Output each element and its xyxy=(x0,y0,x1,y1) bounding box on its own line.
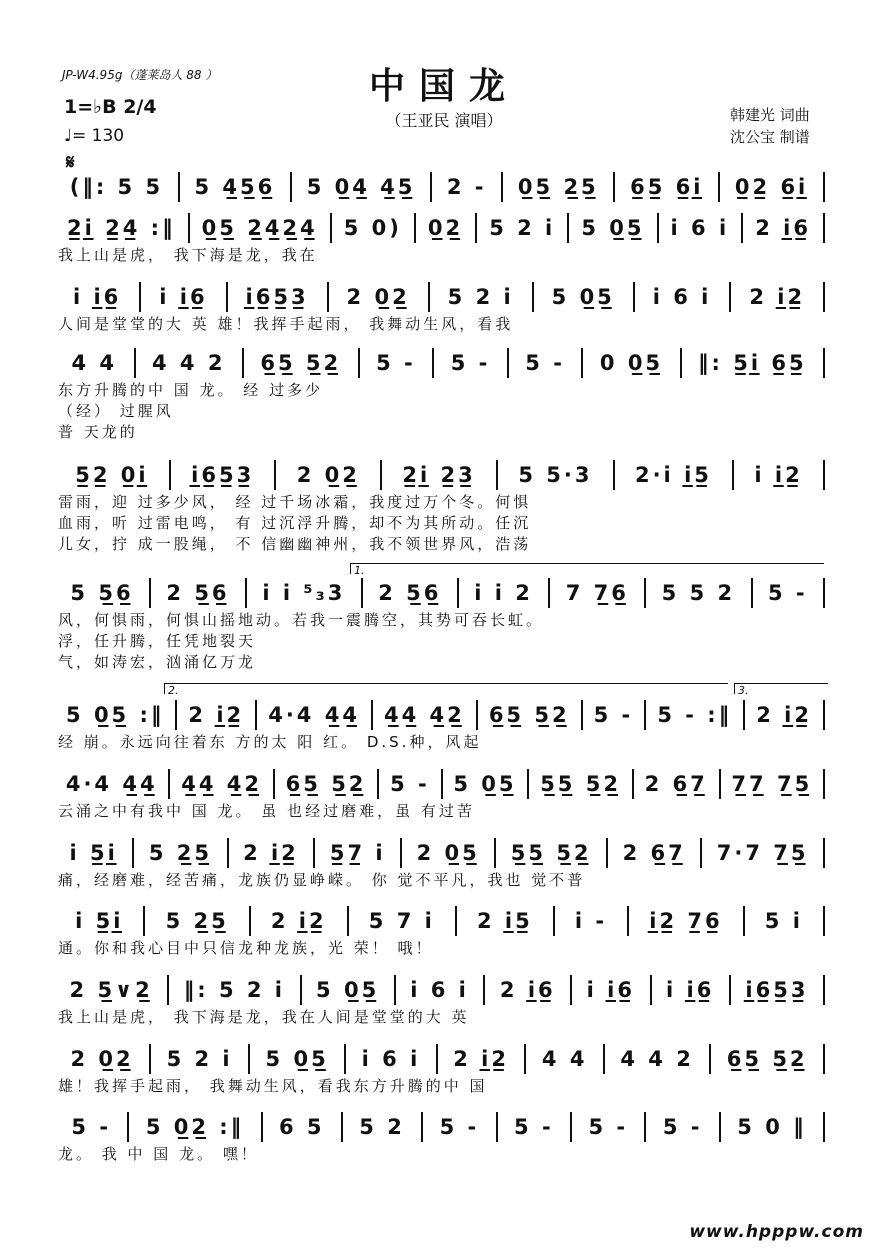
measure: 7·7 7̲5̲ xyxy=(716,841,809,865)
score-system xyxy=(58,906,828,936)
measure: 2 i̲2̲ xyxy=(188,703,245,727)
measure: 5 2̲5̲ xyxy=(148,841,213,865)
measure: 5 0̲4̲ 4̲5̲ xyxy=(306,175,416,199)
measure: 2 5̲6̲ xyxy=(378,581,442,605)
measure: 2̲i̲ 2̲4̲ :‖ xyxy=(67,216,176,240)
measure: 4̲4̲ 4̲2̲ xyxy=(384,703,465,727)
bar-line xyxy=(570,1112,572,1142)
bar-line xyxy=(226,282,228,312)
measure: ‖: 5 2 i xyxy=(183,978,286,1002)
source-code: JP-W4.95g（蓬莱岛人 88 ） xyxy=(62,68,218,82)
notes-line xyxy=(58,282,828,312)
measure: 2 i̲2̲ xyxy=(453,1047,509,1071)
bar-line xyxy=(149,578,151,608)
measure: 4·4 4̲4̲ xyxy=(268,703,360,727)
measure: 5 0̲5̲ xyxy=(316,978,380,1002)
bar-line xyxy=(719,769,721,799)
measure: 5 i xyxy=(764,909,803,933)
measure: i̲6̲5̲3̲ xyxy=(745,978,809,1002)
song-title: 中国龙 xyxy=(368,66,519,107)
tempo-mark: ♩= 130 xyxy=(64,126,125,146)
measure: 2 i̲2̲ xyxy=(756,703,812,727)
measure: 5 5·3 xyxy=(518,463,593,487)
score-system xyxy=(58,975,828,1005)
measure: i̲2̲ 7̲6̲ xyxy=(649,909,723,933)
measure: 4 4 xyxy=(541,1047,588,1071)
measure: 5 - xyxy=(376,351,416,375)
lyric-line: 浮，任升腾，任凭地裂天 xyxy=(58,632,257,650)
measure: 2 5̲6̲ xyxy=(166,581,230,605)
bar-line xyxy=(255,700,257,730)
lyric-line: 风，何惧雨，何惧山摇地动。若我一震腾空，其势可吞长虹。 xyxy=(58,611,545,629)
measure: i i̲6̲ xyxy=(586,978,635,1002)
bar-line xyxy=(553,906,555,936)
measure: 2 0̲2̲ xyxy=(70,1047,134,1071)
lyric-line: 经 崩。永远向往着东 方的太 阳 红。 D.S.种，风起 xyxy=(58,733,482,751)
measure: i i̲6̲ xyxy=(72,285,122,309)
measure: 5 0 ‖ xyxy=(737,1115,807,1139)
measure: 5 - xyxy=(439,1115,480,1139)
bar-line xyxy=(823,282,825,312)
measure: i 5̲i̲ xyxy=(75,909,124,933)
bar-line xyxy=(430,172,432,202)
bar-line xyxy=(823,213,825,243)
bar-line xyxy=(751,578,753,608)
measure: 5̲5̲ 5̲2̲ xyxy=(510,841,592,865)
measure: 2 6̲7̲ xyxy=(644,772,708,796)
measure: i 6 i xyxy=(410,978,469,1002)
lyric-line: 通。你和我心目中只信龙种龙族，光 荣！ 哦！ xyxy=(58,939,434,957)
volta-bracket-2: 2. xyxy=(164,683,728,694)
bar-line xyxy=(501,172,503,202)
bar-line xyxy=(650,975,652,1005)
notes-line xyxy=(58,172,828,202)
lyric-line: 东方升腾的中 国 龙。 经 过多少 xyxy=(58,381,324,399)
bar-line xyxy=(496,460,498,490)
measure: 5 0̲5̲ xyxy=(453,772,517,796)
measure: i - xyxy=(574,909,608,933)
notes-line xyxy=(58,1112,828,1142)
bar-line xyxy=(414,213,416,243)
score-system xyxy=(58,348,828,378)
lyric-line: （经） 过腥风 xyxy=(58,402,174,420)
measure: 2 i̲2̲ xyxy=(749,285,806,309)
measure: 5 2 xyxy=(359,1115,405,1139)
measure: 5 2 i xyxy=(166,1047,233,1071)
lyric-line: 我上山是虎， 我下海是龙，我在 xyxy=(58,246,318,264)
measure: 5 0̲5̲ xyxy=(551,285,615,309)
transcriber: 沈公宝 制谱 xyxy=(730,128,810,146)
bar-line xyxy=(548,578,550,608)
volta-bracket-1: 1. xyxy=(350,563,824,574)
measure: 2 6̲7̲ xyxy=(622,841,686,865)
bar-line xyxy=(169,460,171,490)
measure: 2 0̲2̲ xyxy=(296,463,360,487)
bar-line xyxy=(139,282,141,312)
bar-line xyxy=(175,700,177,730)
measure: (‖: 5 5 xyxy=(69,175,164,199)
measure: 5 - xyxy=(450,351,491,375)
bar-line xyxy=(380,460,382,490)
notes-line xyxy=(58,838,828,868)
measure: 6̲5̲ 6̲i̲ xyxy=(630,175,704,199)
measure: i 5̲i̲ xyxy=(69,841,118,865)
bar-line xyxy=(567,213,569,243)
measure: 2 0̲2̲ xyxy=(346,285,410,309)
volta-bracket-3: 3. xyxy=(734,683,828,694)
site-watermark: www.hpppw.com xyxy=(689,1222,864,1242)
bar-line xyxy=(680,348,682,378)
bar-line xyxy=(823,906,825,936)
bar-line xyxy=(581,700,583,730)
measure: 2 i̲6̲ xyxy=(499,978,556,1002)
lyric-line: 痛，经磨难，经苦痛，龙族仍显峥嵘。 你 觉不平凡，我也 觉不普 xyxy=(58,871,586,889)
score-system xyxy=(58,700,828,730)
measure: 7̲7̲ 7̲5̲ xyxy=(731,772,813,796)
bar-line xyxy=(188,213,190,243)
bar-line xyxy=(361,578,363,608)
lyric-line: 儿女，拧 成一股绳， 不 信幽幽神州，我不领世界风，浩荡 xyxy=(58,535,532,553)
bar-line xyxy=(330,213,332,243)
bar-line xyxy=(603,1044,605,1074)
singer-credit: （王亚民 演唱） xyxy=(385,111,503,130)
segno-sign: 𝄋 xyxy=(66,150,75,174)
bar-line xyxy=(457,578,459,608)
lyric-line: 雄！我挥手起雨， 我舞动生风，看我东方升腾的中 国 xyxy=(58,1077,488,1095)
bar-line xyxy=(347,906,349,936)
bar-line xyxy=(143,906,145,936)
bar-line xyxy=(248,1044,250,1074)
notes-line xyxy=(58,1044,828,1074)
measure: 5 - xyxy=(71,1115,112,1139)
measure: 2 5̲∨2̲ xyxy=(69,978,153,1002)
notes-line xyxy=(58,975,828,1005)
bar-line xyxy=(475,213,477,243)
measure: 5 - xyxy=(390,772,430,796)
bar-line xyxy=(823,1044,825,1074)
bar-line xyxy=(432,348,434,378)
bar-line xyxy=(394,975,396,1005)
bar-line xyxy=(496,1112,498,1142)
bar-line xyxy=(823,700,825,730)
score-system xyxy=(58,282,828,312)
measure: i̲6̲5̲3̲ xyxy=(245,285,309,309)
lyric-line: 普 天龙的 xyxy=(58,423,138,441)
notes-line xyxy=(58,700,828,730)
bar-line xyxy=(242,348,244,378)
bar-line xyxy=(300,975,302,1005)
bar-line xyxy=(527,769,529,799)
lyric-line: 龙。 我 中 国 龙。 嘿！ xyxy=(58,1145,259,1163)
score-system xyxy=(58,172,828,202)
measure: 4 4 2 xyxy=(620,1047,694,1071)
bar-line xyxy=(633,282,635,312)
lyric-line: 我上山是虎， 我下海是龙，我在人间是堂堂的大 英 xyxy=(58,1008,470,1026)
notes-line xyxy=(58,578,828,608)
bar-line xyxy=(483,975,485,1005)
bar-line xyxy=(274,460,276,490)
bar-line xyxy=(823,838,825,868)
bar-line xyxy=(455,906,457,936)
bar-line xyxy=(249,906,251,936)
lyricist-composer: 韩建光 词曲 xyxy=(730,106,810,124)
bar-line xyxy=(436,1044,438,1074)
notes-line xyxy=(58,906,828,936)
bar-line xyxy=(524,1044,526,1074)
bar-line xyxy=(718,172,720,202)
bar-line xyxy=(743,906,745,936)
bar-line xyxy=(657,213,659,243)
measure: 5 - xyxy=(767,581,808,605)
bar-line xyxy=(606,838,608,868)
measure: i̲6̲5̲3̲ xyxy=(191,463,255,487)
measure: 5̲2̲ 0̲i̲ xyxy=(75,463,149,487)
measure: i 6 i xyxy=(361,1047,421,1071)
bar-line xyxy=(823,1112,825,1142)
bar-line xyxy=(732,460,734,490)
score-system xyxy=(58,769,828,799)
score-system xyxy=(58,1044,828,1074)
measure: 5 0̲5̲ xyxy=(581,216,645,240)
bar-line xyxy=(127,1112,129,1142)
bar-line xyxy=(644,1112,646,1142)
bar-line xyxy=(494,838,496,868)
bar-line xyxy=(743,700,745,730)
measure: 5̲7̲ i xyxy=(329,841,386,865)
measure: 5 0̲5̲ xyxy=(265,1047,329,1071)
bar-line xyxy=(178,172,180,202)
bar-line xyxy=(613,460,615,490)
notes-line xyxy=(58,213,828,243)
measure: 2 i̲2̲ xyxy=(243,841,299,865)
notes-line xyxy=(58,348,828,378)
bar-line xyxy=(132,838,134,868)
measure: 5 0) xyxy=(343,216,402,240)
bar-line xyxy=(313,838,315,868)
measure: 2 - xyxy=(446,175,487,199)
bar-line xyxy=(428,282,430,312)
measure: 2·i i̲5̲ xyxy=(634,463,712,487)
measure: ‖: 5̲i̲ 6̲5̲ xyxy=(698,351,807,375)
bar-line xyxy=(245,578,247,608)
bar-line xyxy=(581,348,583,378)
measure: 2 i̲2̲ xyxy=(270,909,327,933)
bar-line xyxy=(823,460,825,490)
score-system xyxy=(58,460,828,490)
bar-line xyxy=(627,906,629,936)
bar-line xyxy=(476,700,478,730)
lyric-line: 血雨，听 过雷电鸣， 有 过沉浮升腾，却不为其所动。任沉 xyxy=(58,514,532,532)
bar-line xyxy=(134,348,136,378)
measure: 5 0̲5̲ :‖ xyxy=(66,703,165,727)
bar-line xyxy=(823,578,825,608)
measure: 2̲i̲ 2̲3̲ xyxy=(402,463,476,487)
measure: 2 i̲6̲ xyxy=(755,216,811,240)
bar-line xyxy=(400,838,402,868)
measure: 5 - xyxy=(593,703,634,727)
score-system xyxy=(58,838,828,868)
measure: 5 - :‖ xyxy=(657,703,733,727)
measure: i 6 i xyxy=(670,216,730,240)
score-system xyxy=(58,1112,828,1142)
measure: 0̲5̲ 2̲5̲ xyxy=(517,175,599,199)
bar-line xyxy=(709,1044,711,1074)
bar-line xyxy=(441,769,443,799)
measure: i i̲6̲ xyxy=(159,285,208,309)
bar-line xyxy=(290,172,292,202)
bar-line xyxy=(729,975,731,1005)
bar-line xyxy=(644,700,646,730)
bar-line xyxy=(421,1112,423,1142)
measure: 2 i̲5̲ xyxy=(476,909,533,933)
key-signature: 1=♭B 2/4 xyxy=(64,96,157,118)
measure: 6̲5̲ 5̲2̲ xyxy=(488,703,570,727)
measure: 5 5̲6̲ xyxy=(70,581,134,605)
bar-line xyxy=(341,1112,343,1142)
bar-line xyxy=(327,282,329,312)
measure: 5 2 i xyxy=(489,216,556,240)
bar-line xyxy=(532,282,534,312)
measure: 6̲5̲ 5̲2̲ xyxy=(726,1047,808,1071)
bar-line xyxy=(227,838,229,868)
measure: 0̲2̲ 6̲i̲ xyxy=(734,175,809,199)
bar-line xyxy=(823,975,825,1005)
measure: 7 7̲6̲ xyxy=(565,581,629,605)
bar-line xyxy=(168,769,170,799)
measure: 5 0̲2̲ :‖ xyxy=(145,1115,245,1139)
measure: 5 - xyxy=(662,1115,703,1139)
measure: 0̲5̲ 2̲4̲2̲4̲ xyxy=(201,216,318,240)
measure: 5 7 i xyxy=(368,909,435,933)
score-system xyxy=(58,213,828,243)
measure: 4̲4̲ 4̲2̲ xyxy=(181,772,262,796)
measure: 6̲5̲ 5̲2̲ xyxy=(285,772,367,796)
bar-line xyxy=(823,172,825,202)
measure: 5 2̲5̲ xyxy=(165,909,229,933)
bar-line xyxy=(377,769,379,799)
measure: 5 2 i xyxy=(447,285,514,309)
measure: 5 5 2 xyxy=(661,581,736,605)
bar-line xyxy=(149,1044,151,1074)
notes-line xyxy=(58,769,828,799)
bar-line xyxy=(358,348,360,378)
measure: 4 4 2 xyxy=(151,351,226,375)
lyric-line: 气，如涛宏，汹涌亿万龙 xyxy=(58,653,257,671)
bar-line xyxy=(261,1112,263,1142)
bar-line xyxy=(167,975,169,1005)
measure: 6̲5̲ 5̲2̲ xyxy=(260,351,342,375)
measure: i i ⁵₃3 xyxy=(262,581,346,605)
bar-line xyxy=(273,769,275,799)
bar-line xyxy=(741,213,743,243)
measure: 5 4̲5̲6̲ xyxy=(194,175,276,199)
measure: 2 0̲5̲ xyxy=(416,841,480,865)
lyric-line: 人间是堂堂的大 英 雄！我挥手起雨， 我舞动生风，看我 xyxy=(58,315,514,333)
lyric-line: 雷雨，迎 过多少风， 经 过千场冰霜，我度过万个冬。何惧 xyxy=(58,493,532,511)
measure: 0̲2̲ xyxy=(427,216,464,240)
bar-line xyxy=(644,578,646,608)
measure: i i̲6̲ xyxy=(666,978,715,1002)
bar-line xyxy=(823,348,825,378)
lyric-line: 云涌之中有我中 国 龙。 虽 也经过磨难，虽 有过苦 xyxy=(58,802,475,820)
measure: 6 5 xyxy=(278,1115,325,1139)
bar-line xyxy=(613,172,615,202)
measure: 5 - xyxy=(514,1115,554,1139)
bar-line xyxy=(823,769,825,799)
notes-line xyxy=(58,460,828,490)
measure: i i̲2̲ xyxy=(754,463,803,487)
measure: 4 4 xyxy=(71,351,118,375)
measure: 5 - xyxy=(525,351,565,375)
measure: i i 2 xyxy=(474,581,533,605)
measure: 0 0̲5̲ xyxy=(599,351,664,375)
measure: 5̲5̲ 5̲2̲ xyxy=(540,772,621,796)
measure: i 6 i xyxy=(652,285,712,309)
measure: 5 - xyxy=(588,1115,629,1139)
bar-line xyxy=(344,1044,346,1074)
score-system xyxy=(58,578,828,608)
bar-line xyxy=(371,700,373,730)
measure: 4·4 4̲4̲ xyxy=(65,772,158,796)
bar-line xyxy=(507,348,509,378)
bar-line xyxy=(632,769,634,799)
bar-line xyxy=(700,838,702,868)
bar-line xyxy=(729,282,731,312)
bar-line xyxy=(719,1112,721,1142)
bar-line xyxy=(570,975,572,1005)
